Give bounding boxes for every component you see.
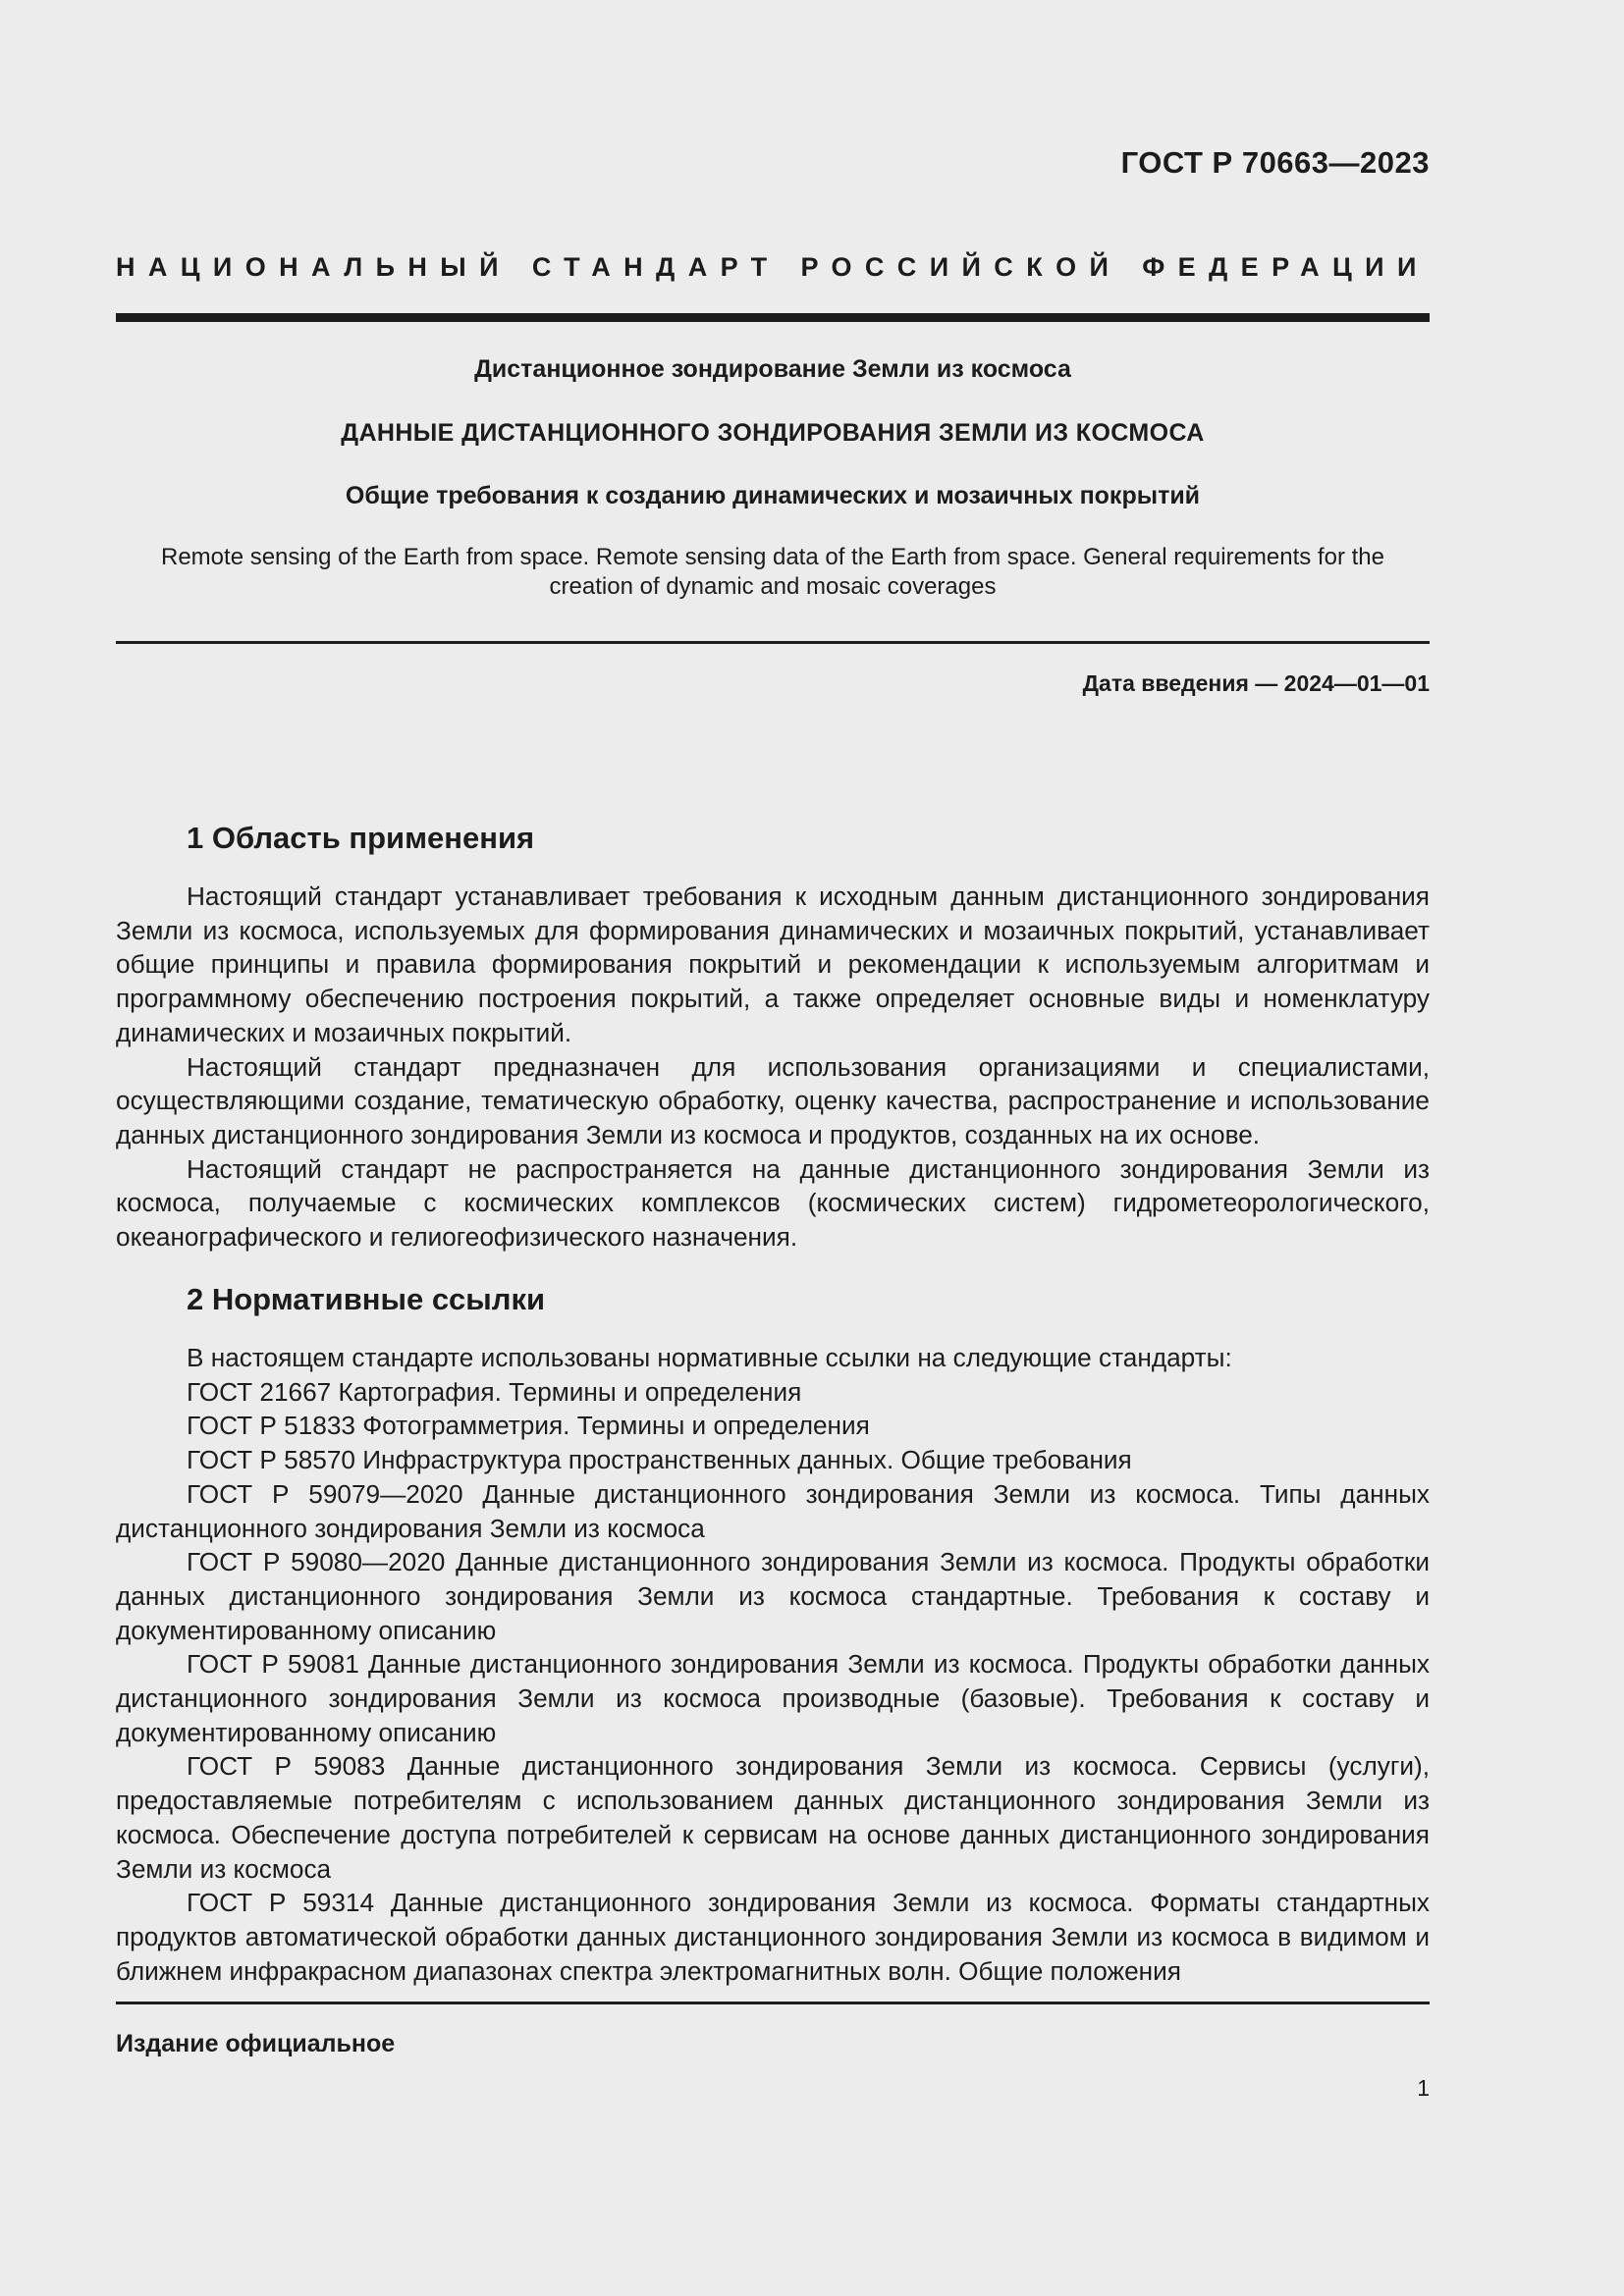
references-intro: В настоящем стандарте использованы нормативные ссылки на следующие стандарты: [187,1343,1232,1372]
page-number: 1 [1417,2075,1430,2101]
document-title: ДАННЫЕ ДИСТАНЦИОННОГО ЗОНДИРОВАНИЯ ЗЕМЛИ ИЗ КОСМОСА [341,419,1205,447]
section-1-body [116,880,1430,1255]
section-1-paragraph: Настоящий стандарт устанавливает требования к исходным данным дистанционного зондирования Земли из космоса, используемых для формирования динамических и мозаичных покрытий, устанавливает общие принципы и правила формирования покрытий и рекомендации к используемым алгоритмам и программному обеспечению построения покрытий, а также определяет основные виды и номенклатуру динамических и мозаичных покрытий. [116,881,1430,1047]
document-subtitle: Общие требования к созданию динамических и мозаичных покрытий [345,482,1201,509]
reference-item: ГОСТ Р 59314 Данные дистанционного зондирования Земли из космоса. Форматы стандартных продуктов автоматической обработки данных дистанционного зондирования Земли из космоса в видимом и ближнем инфракрасном диапазонах спектра электромагнитных волн. Общие положения [116,1888,1430,1986]
section-1-paragraph: Настоящий стандарт не распространяется на данные дистанционного зондирования Земли из космоса, получаемые с космических комплексов (космических систем) гидрометеорологического, океанографического и гелиогеофизического назначения. [116,1153,1430,1253]
header-rule-thick [116,313,1430,322]
document-number: ГОСТ Р 70663—2023 [1120,145,1430,180]
section-2-body [116,1341,1430,1988]
document-page [116,0,1430,2296]
reference-item: ГОСТ Р 58570 Инфраструктура пространственных данных. Общие требования [187,1445,1132,1475]
official-edition-label: Издание официальное [116,2030,396,2057]
introduction-date: Дата введения — 2024—01—01 [1082,670,1430,696]
section-2-heading: 2 Нормативные ссылки [187,1282,546,1316]
section-1-heading: 1 Область применения [187,821,535,855]
document-subject: Дистанционное зондирование Земли из космоса [474,355,1071,383]
footer-divider [116,2002,1430,2004]
title-divider [116,641,1430,644]
section-1-paragraph: Настоящий стандарт предназначен для использования организациями и специалистами, осуществляющими создание, тематическую обработку, оценку качества, распространение и использование данных дистанционного зондирования Земли из космоса и продуктов, созданных на их основе. [116,1051,1430,1149]
reference-item: ГОСТ Р 59083 Данные дистанционного зондирования Земли из космоса. Сервисы (услуги), предоставляемые потребителям с использованием данных дистанционного зондирования Земли из космоса. Обеспечение доступа потребителей к сервисам на основе данных дистанционного зондирования Земли из космоса [116,1751,1430,1884]
reference-item: ГОСТ Р 59080—2020 Данные дистанционного зондирования Земли из космоса. Продукты обработки данных дистанционного зондирования Земли из космоса стандартные. Требования к составу и документированному описанию [116,1547,1430,1645]
reference-item: ГОСТ 21667 Картография. Термины и определения [187,1376,802,1407]
reference-item: ГОСТ Р 59079—2020 Данные дистанционного зондирования Земли из космоса. Типы данных дистанционного зондирования Земли из космоса [116,1478,1430,1543]
reference-item: ГОСТ Р 59081 Данные дистанционного зондирования Земли из космоса. Продукты обработки данных дистанционного зондирования Земли из космоса производные (базовые). Требования к составу и документированному описанию [116,1649,1430,1747]
reference-item: ГОСТ Р 51833 Фотограмметрия. Термины и определения [187,1411,870,1441]
english-title: Remote sensing of the Earth from space. Remote sensing data of the Earth from space. General requirements for the creation of dynamic and mosaic coverages [161,544,1384,600]
national-standard-title: НАЦИОНАЛЬНЫЙ СТАНДАРТ РОССИЙСКОЙ ФЕДЕРАЦИИ [116,252,1430,282]
